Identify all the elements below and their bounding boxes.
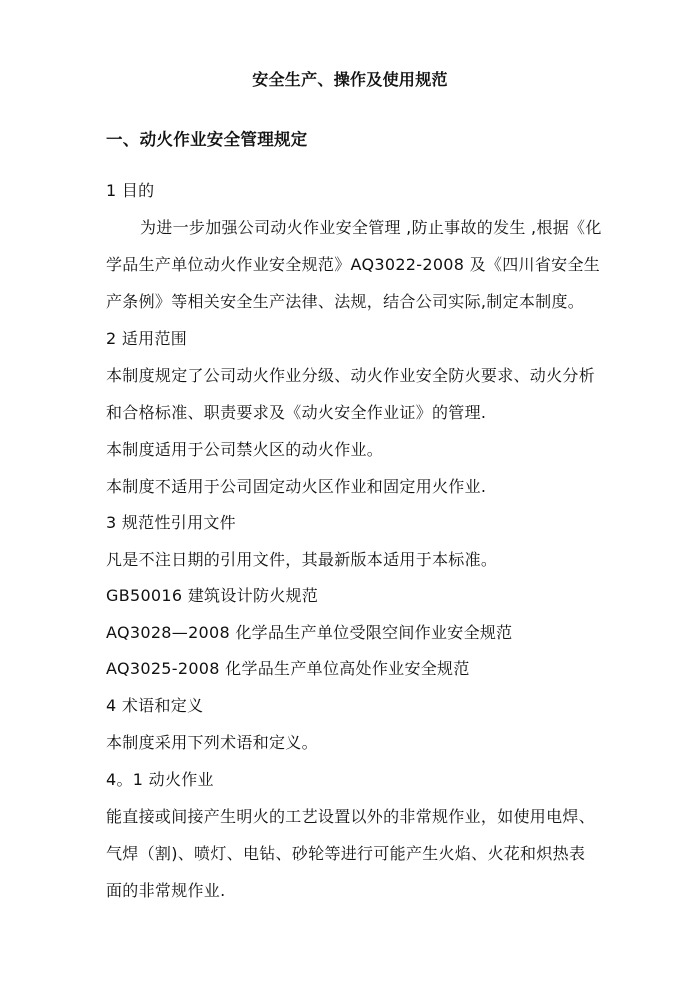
s2-para3: 本制度不适用于公司固定动火区作业和固定用火作业. xyxy=(106,477,487,496)
s2-heading: 2 适用范围 xyxy=(106,329,188,348)
document-title: 安全生产、操作及使用规范 xyxy=(252,70,448,89)
s2-para1-line: 和合格标准、职责要求及《动火安全作业证》的管理. xyxy=(106,403,487,422)
s41-para-line: 面的非常规作业. xyxy=(106,881,226,900)
s4-heading: 4 术语和定义 xyxy=(106,696,204,715)
section-heading: 一、动火作业安全管理规定 xyxy=(106,130,308,149)
s3-ref-item: GB50016 建筑设计防火规范 xyxy=(106,586,319,605)
s1-para-line: 产条例》等相关安全生产法律、法规，结合公司实际,制定本制度。 xyxy=(106,292,585,311)
s41-para-line: 能直接或间接产生明火的工艺设置以外的非常规作业，如使用电焊、 xyxy=(106,807,596,826)
s41-para-line: 气焊（割)、喷灯、电钻、砂轮等进行可能产生火焰、火花和炽热表 xyxy=(106,844,586,863)
s1-para-line: 学品生产单位动火作业安全规范》AQ3022-2008 及《四川省安全生 xyxy=(106,255,601,274)
s41-heading: 4。1 动火作业 xyxy=(106,770,214,789)
s1-para-line: 为进一步加强公司动火作业安全管理 ,防止事故的发生 ,根据《化 xyxy=(140,218,602,237)
s4-intro: 本制度采用下列术语和定义。 xyxy=(106,733,318,752)
s3-heading: 3 规范性引用文件 xyxy=(106,513,236,532)
s1-heading: 1 目的 xyxy=(106,181,155,200)
s2-para1-line: 本制度规定了公司动火作业分级、动火作业安全防火要求、动火分析 xyxy=(106,366,596,385)
s2-para2: 本制度适用于公司禁火区的动火作业。 xyxy=(106,440,384,459)
s3-ref-item: AQ3028—2008 化学品生产单位受限空间作业安全规范 xyxy=(106,623,513,642)
s3-ref-item: AQ3025-2008 化学品生产单位高处作业安全规范 xyxy=(106,659,470,678)
s3-intro: 凡是不注日期的引用文件，其最新版本适用于本标准。 xyxy=(106,550,498,569)
